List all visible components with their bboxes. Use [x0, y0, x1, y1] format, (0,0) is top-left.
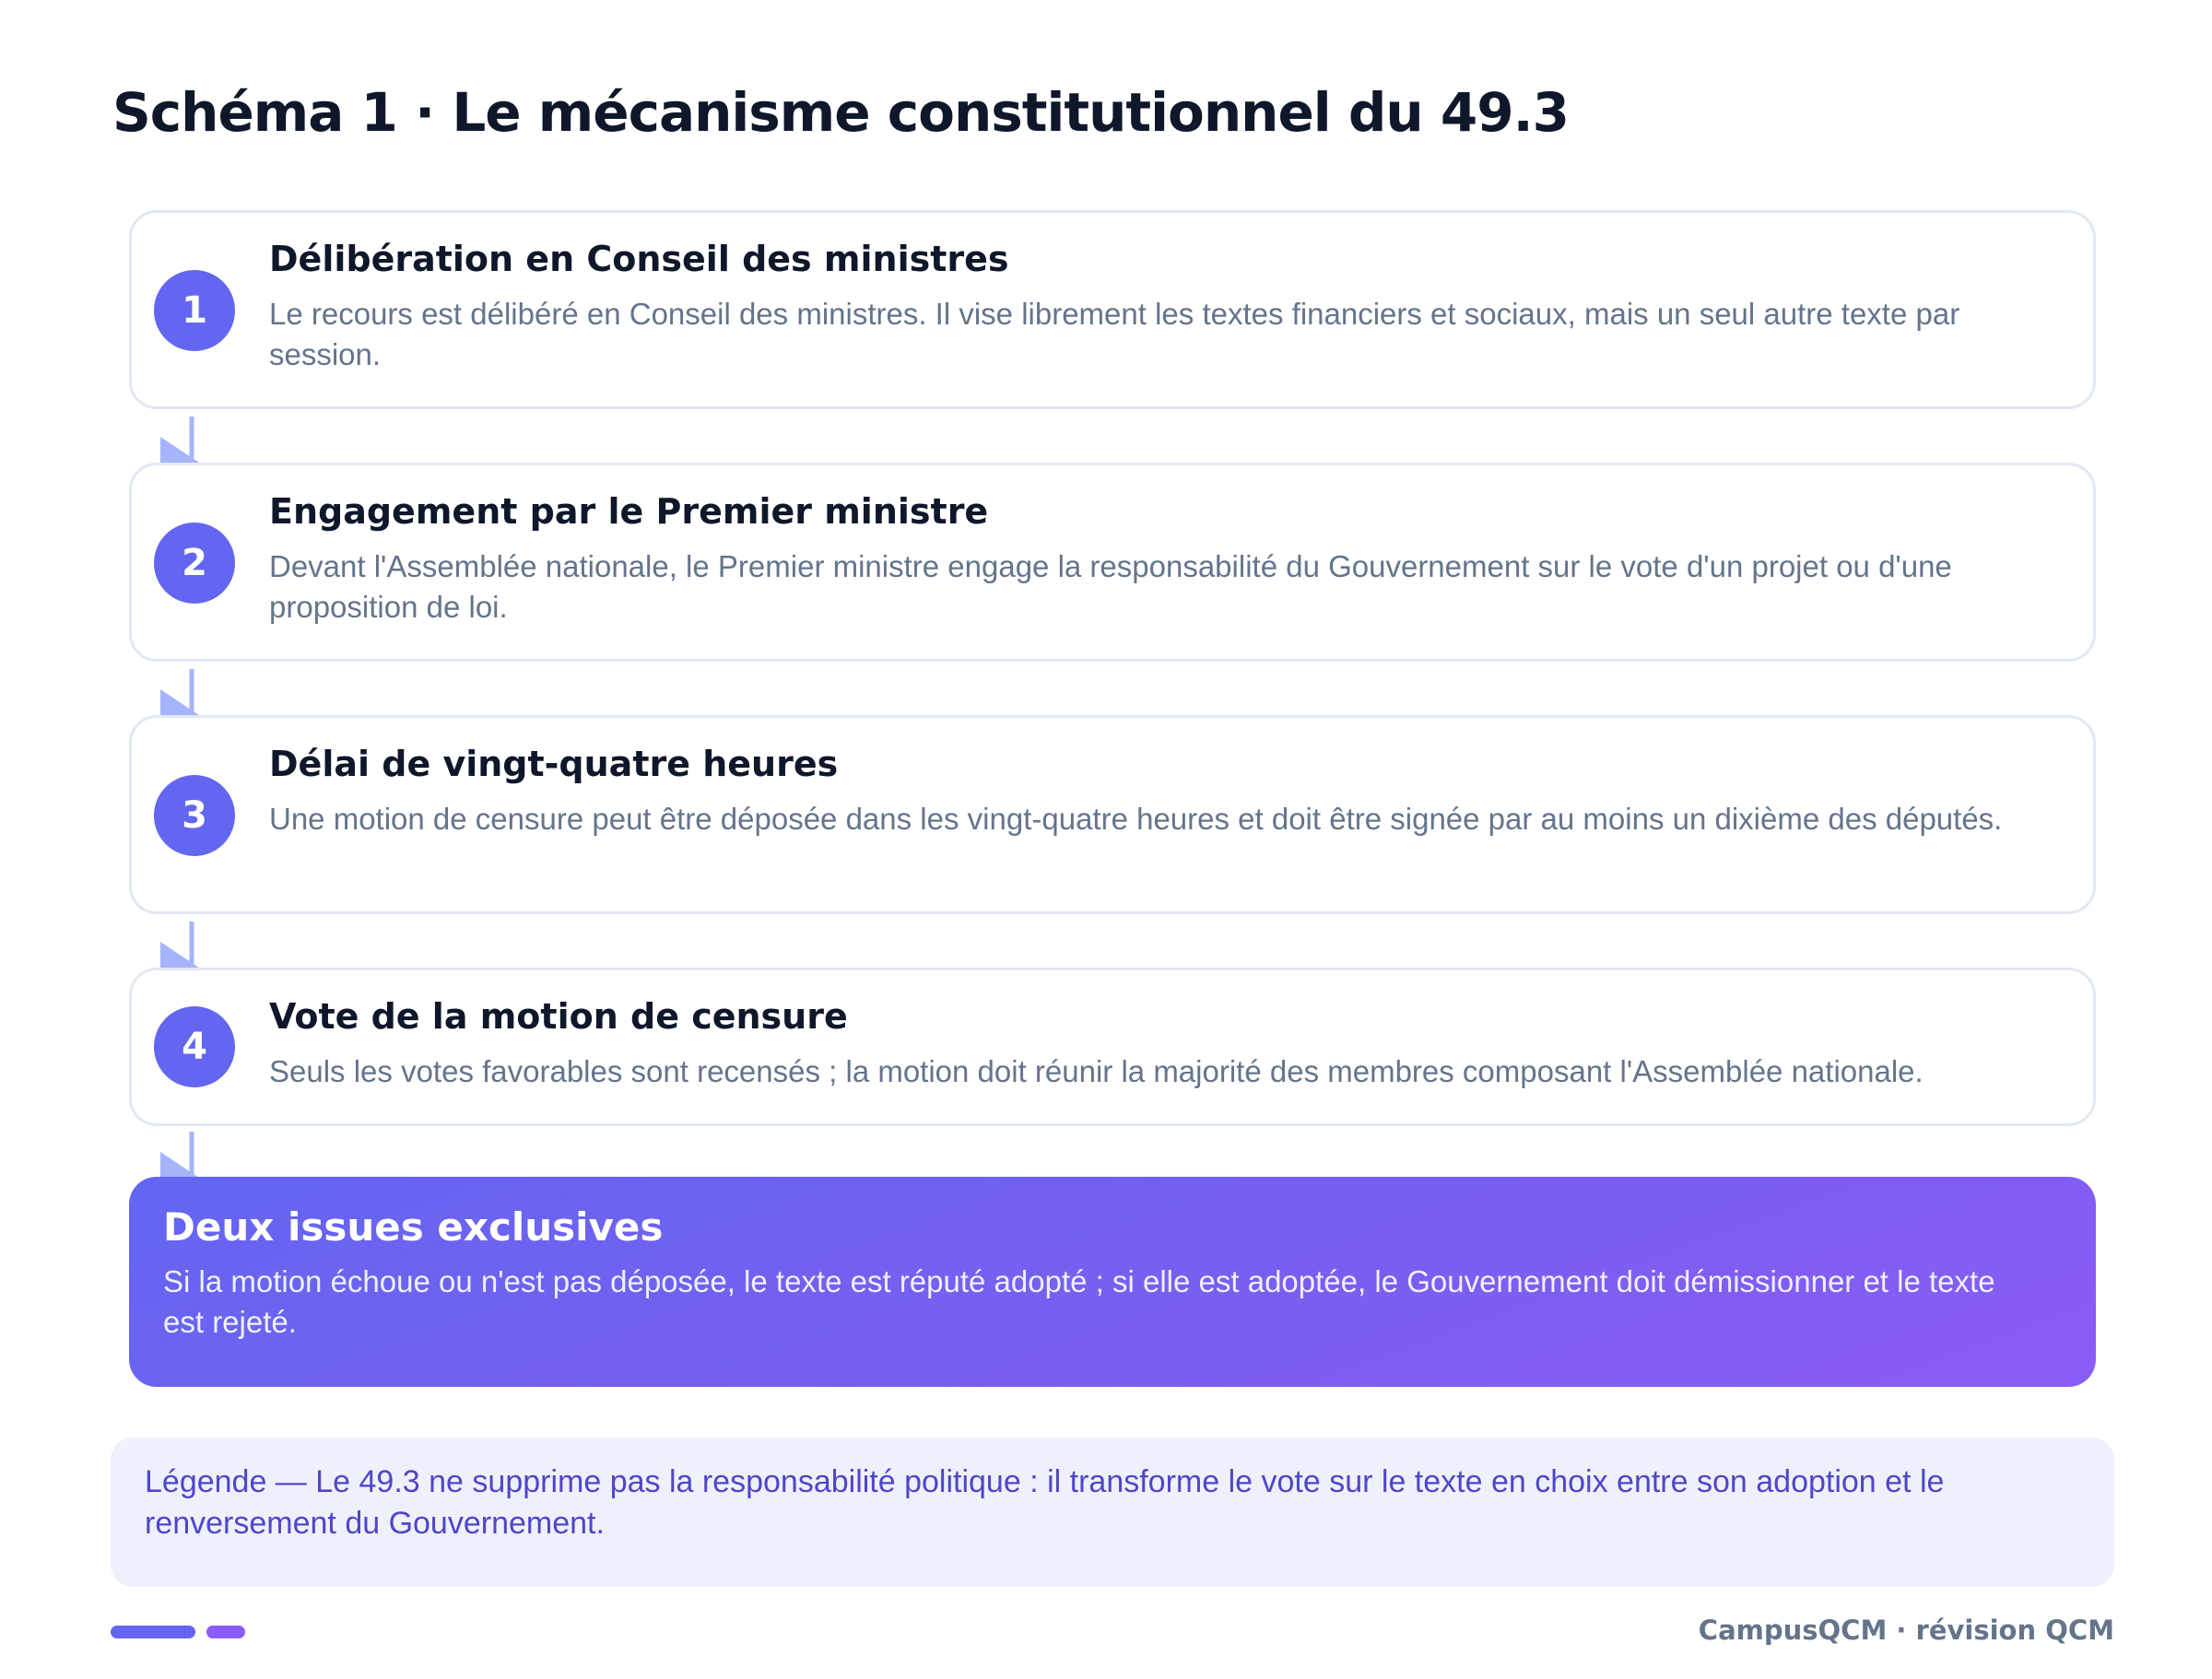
step-description: Seuls les votes favorables sont recensés ; la motion doit réunir la majorité des membres composant l'Assemblée nationale.	[269, 1054, 1924, 1088]
step-card-3	[129, 715, 2096, 914]
step-number-badge: 3	[154, 775, 235, 856]
step-description: Le recours est délibéré en Conseil des ministres. Il vise librement les textes financiers et sociaux, mais un seul autre texte par session.	[269, 297, 1960, 371]
step-number-badge: 2	[154, 522, 235, 604]
legend-box	[111, 1438, 2114, 1587]
step-number-badge: 1	[154, 270, 235, 351]
arrow-down-icon	[160, 1132, 203, 1180]
step-title: Vote de la motion de censure	[269, 996, 848, 1037]
step-title: Engagement par le Premier ministre	[269, 491, 989, 532]
step-title: Délai de vingt-quatre heures	[269, 744, 839, 784]
step-description: Devant l'Assemblée nationale, le Premier ministre engage la responsabilité du Gouvernement sur le vote d'un projet ou d'une proposition de loi.	[269, 549, 1952, 624]
step-card-2	[129, 463, 2096, 662]
footer-brand: CampusQCM · révision QCM	[1698, 1614, 2114, 1646]
step-description: Une motion de censure peut être déposée dans les vingt-quatre heures et doit être signée par au moins un dixième des députés.	[269, 802, 2003, 836]
arrow-down-icon	[160, 669, 203, 717]
outcome-title: Deux issues exclusives	[163, 1204, 664, 1250]
arrow-down-icon	[160, 417, 203, 464]
step-number-badge: 4	[154, 1006, 235, 1087]
brand-pill-indigo	[111, 1626, 195, 1638]
step-card-1	[129, 210, 2096, 409]
step-card-4	[129, 968, 2096, 1126]
brand-pill-violet	[206, 1626, 245, 1638]
outcome-panel	[129, 1177, 2096, 1387]
step-title: Délibération en Conseil des ministres	[269, 239, 1009, 279]
arrow-down-icon	[160, 922, 203, 969]
legend-text: Légende — Le 49.3 ne supprime pas la responsabilité politique : il transforme le vote sur le texte en choix entre son adoption et le renversement du Gouvernement.	[145, 1464, 1945, 1541]
outcome-description: Si la motion échoue ou n'est pas déposée, le texte est réputé adopté ; si elle est adoptée, le Gouvernement doit démissionner et le texte est rejeté.	[163, 1264, 1995, 1339]
page-title: Schéma 1 · Le mécanisme constitutionnel du 49.3	[112, 81, 1569, 144]
